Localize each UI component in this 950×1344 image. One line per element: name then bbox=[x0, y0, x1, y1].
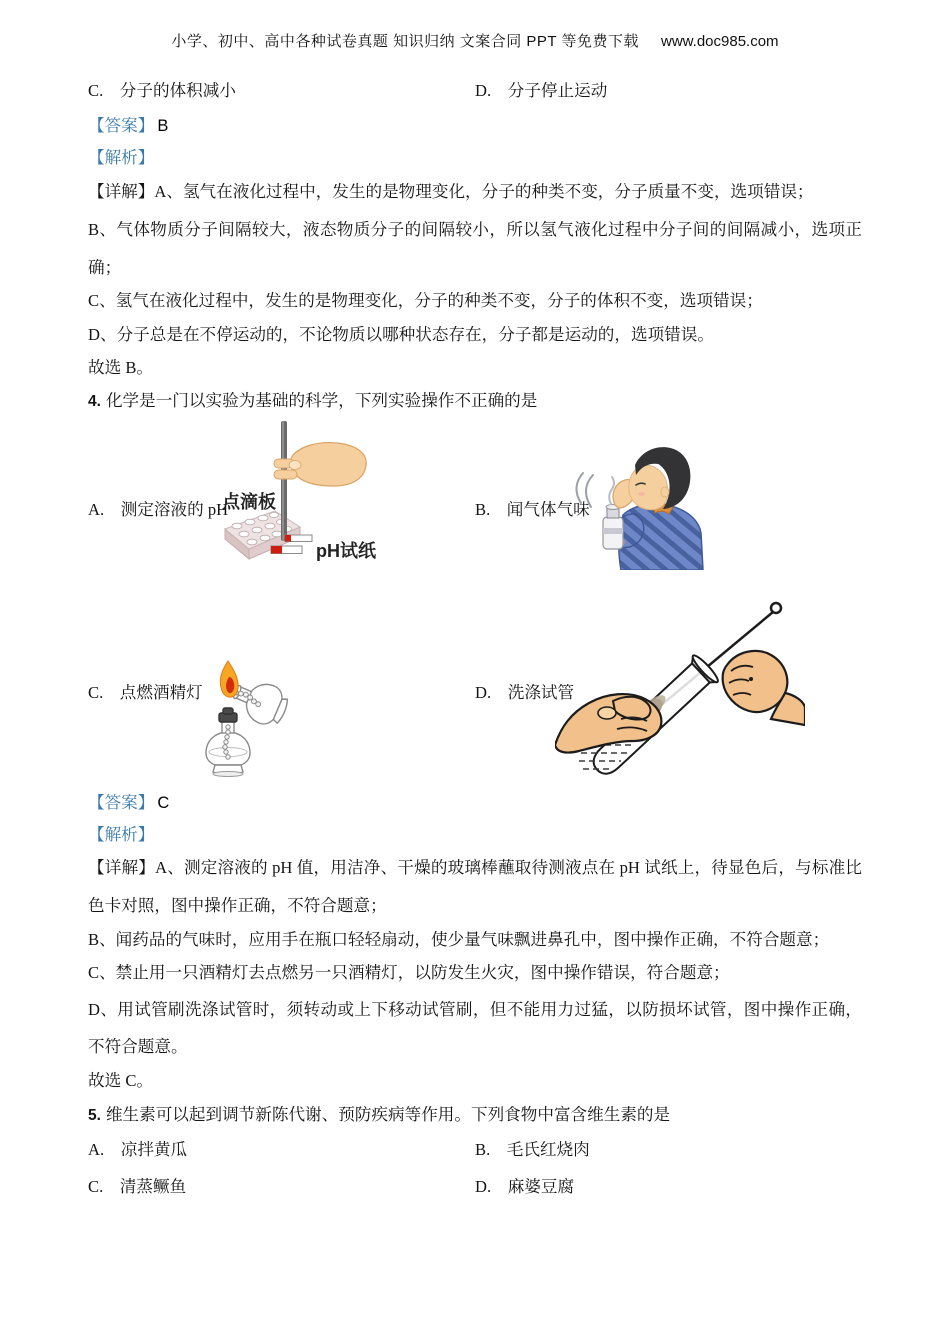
q4-stem-text: 化学是一门以实验为基础的科学，下列实验操作不正确的是 bbox=[105, 391, 538, 410]
q5-option-c: C. 清蒸鳜鱼 bbox=[88, 1177, 187, 1196]
q3-detail-line: 【详解】A、氢气在液化过程中，发生的是物理变化，分子的种类不变，分子质量不变，选项错误； bbox=[88, 182, 814, 201]
q5-stem bbox=[88, 1105, 670, 1126]
q3-detail-line: D、分子总是在不停运动的，不论物质以哪种状态存在，分子都是运动的，选项错误。 bbox=[88, 325, 714, 344]
answer-label: 【答案】 bbox=[88, 793, 155, 812]
hand bbox=[274, 443, 366, 486]
analysis-label: 【解析】 bbox=[88, 825, 155, 844]
analysis-label: 【解析】 bbox=[88, 148, 155, 167]
q5-number: 5. bbox=[88, 1107, 101, 1124]
q3-conclusion: 故选 B。 bbox=[88, 358, 153, 377]
q3-option-d: D. 分子停止运动 bbox=[475, 81, 608, 100]
spot-plate-label: 点滴板 bbox=[222, 492, 276, 512]
site-header bbox=[0, 30, 950, 51]
q4-detail-line: 不符合题意。 bbox=[88, 1037, 188, 1056]
ear bbox=[661, 487, 669, 497]
ph-paper-label: pH试纸 bbox=[316, 541, 376, 561]
brush-ring-handle bbox=[771, 603, 781, 613]
header-site-url: www.doc985.com bbox=[661, 33, 779, 50]
flame bbox=[220, 661, 238, 697]
q5-stem-text: 维生素可以起到调节新陈代谢、预防疾病等作用。下列食物中富含维生素的是 bbox=[105, 1105, 671, 1124]
q3-answer-row bbox=[88, 116, 168, 136]
q4-answer-key: C bbox=[157, 794, 170, 812]
q4-option-d: D. 洗涤试管 bbox=[475, 683, 575, 702]
q5-option-a: A. 凉拌黄瓜 bbox=[88, 1140, 188, 1159]
q3-analysis-row bbox=[88, 148, 154, 168]
q4-stem bbox=[88, 391, 537, 412]
blush bbox=[639, 492, 646, 496]
q4-option-b: B. 闻气体气味 bbox=[475, 500, 590, 519]
q5-option-d: D. 麻婆豆腐 bbox=[475, 1177, 575, 1196]
q3-detail-line: C、氢气在液化过程中，发生的是物理变化，分子的种类不变，分子的体积不变，选项错误； bbox=[88, 291, 763, 310]
q4-answer-row bbox=[88, 793, 169, 813]
q5-option-b: B. 毛氏红烧肉 bbox=[475, 1140, 590, 1159]
q3-answer-key: B bbox=[157, 117, 169, 135]
q3-option-c: C. 分子的体积减小 bbox=[88, 81, 236, 100]
q4-option-c: C. 点燃酒精灯 bbox=[88, 683, 203, 702]
q4-detail-line: D、用试管刷洗涤试管时，须转动或上下移动试管刷，但不能用力过猛，以防损坏试管，图中操作正确， bbox=[88, 1000, 862, 1019]
q4-option-a: A. 测定溶液的 pH bbox=[88, 500, 229, 519]
q3-detail-line: 确； bbox=[88, 258, 122, 277]
right-hand bbox=[723, 651, 805, 725]
header-title: 小学、初中、高中各种试卷真题 知识归纳 文案合同 PPT 等免费下载 bbox=[171, 33, 639, 50]
q4-detail-line: B、闻药品的气味时，应用手在瓶口轻轻扇动，使少量气味飘进鼻孔中，图中操作正确，不符合题意； bbox=[88, 930, 830, 949]
upright-lamp bbox=[206, 708, 250, 777]
answer-label: 【答案】 bbox=[88, 116, 155, 135]
q4-conclusion: 故选 C。 bbox=[88, 1071, 153, 1090]
face bbox=[629, 465, 668, 509]
light-lamp-illustration bbox=[190, 645, 300, 790]
q3-detail-line: B、气体物质分子间隔较大，液态物质分子的间隔较小，所以氢气液化过程中分子间的间隔减小，选项正 bbox=[88, 220, 862, 239]
q4-detail-line: C、禁止用一只酒精灯去点燃另一只酒精灯，以防发生火灾，图中操作错误，符合题意； bbox=[88, 963, 730, 982]
q4-number: 4. bbox=[88, 393, 101, 410]
q4-analysis-row bbox=[88, 825, 154, 845]
q4-detail-line: 色卡对照，图中操作正确，不符合题意； bbox=[88, 896, 387, 915]
q4-detail-line: 【详解】A、测定溶液的 pH 值，用洁净、干燥的玻璃棒蘸取待测液点在 pH 试纸上，待显色后，与标准比 bbox=[88, 858, 862, 877]
wash-tube-illustration bbox=[555, 595, 805, 785]
